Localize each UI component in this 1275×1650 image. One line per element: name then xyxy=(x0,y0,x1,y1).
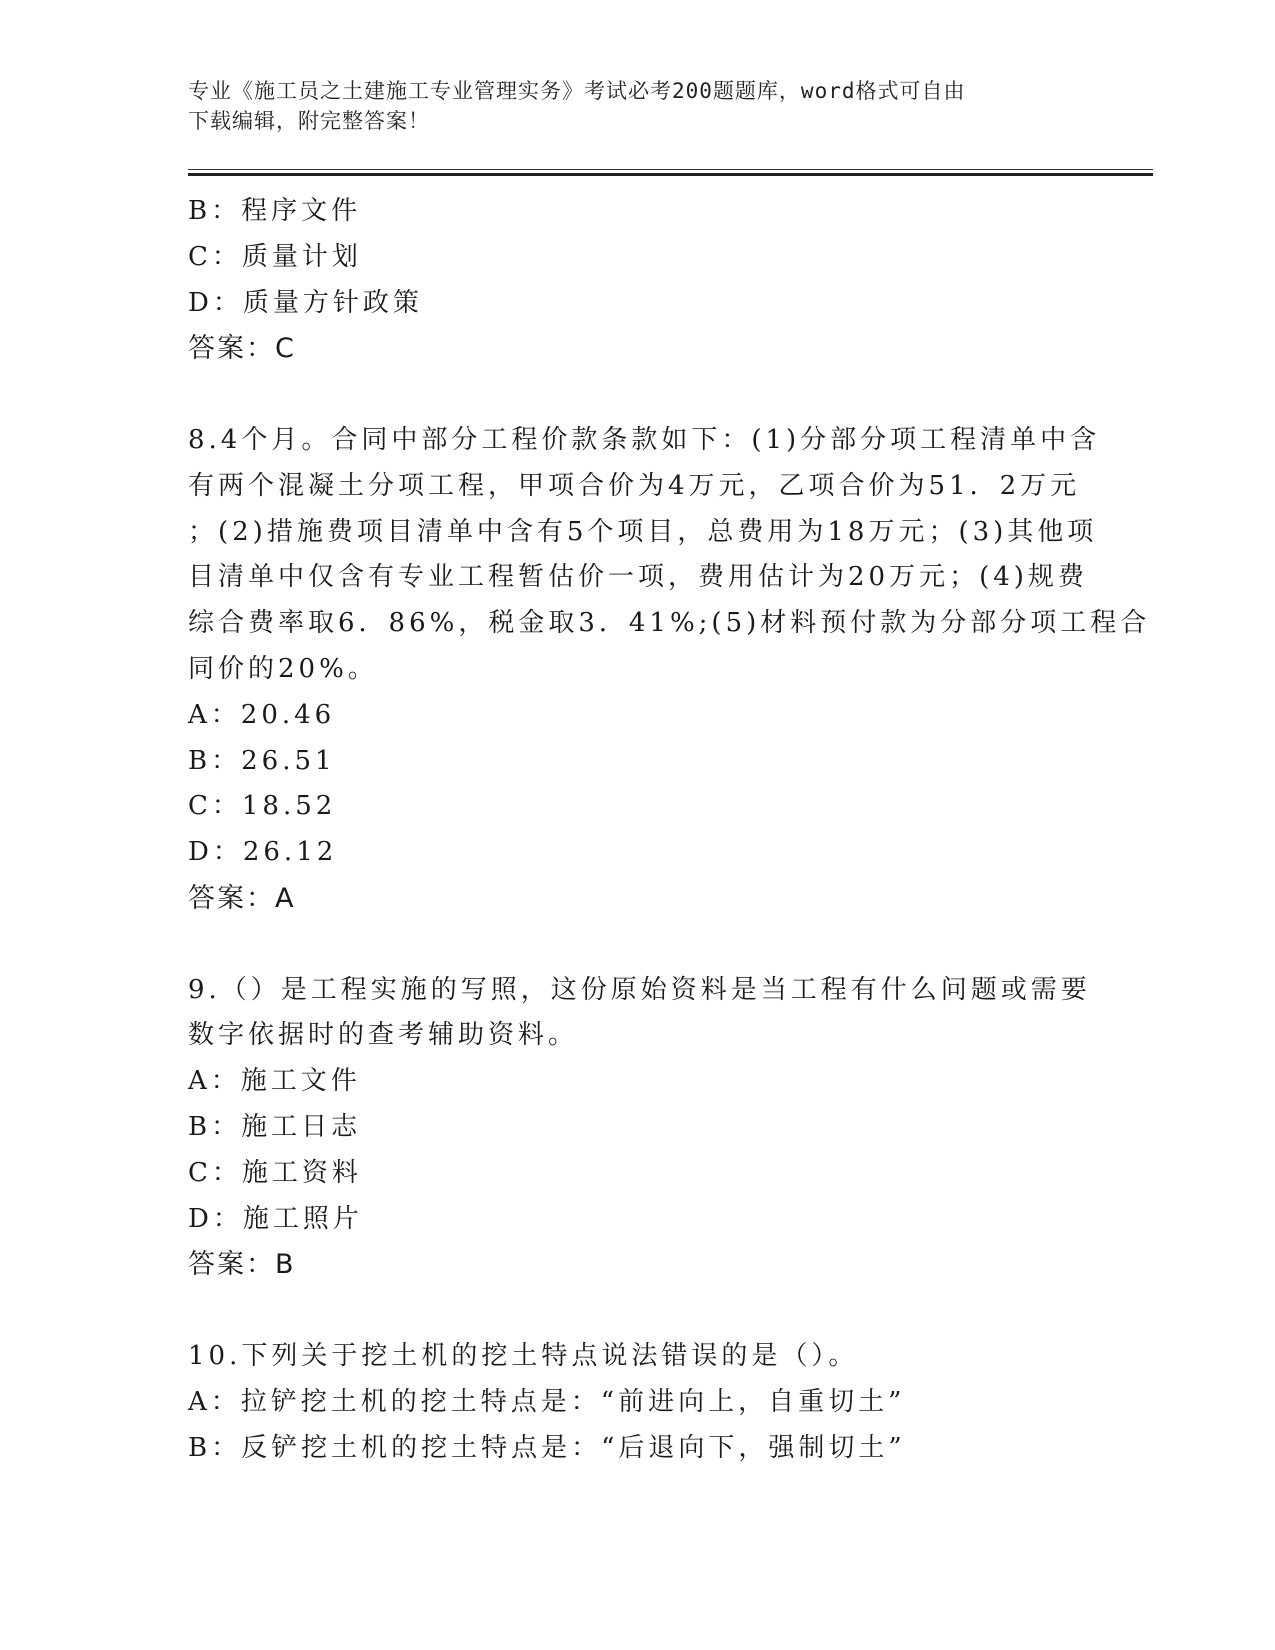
question-stem-line: 数字依据时的查考辅助资料。 xyxy=(188,1020,579,1051)
header-line-1: 专业《施工员之土建施工专业管理实务》考试必考200题题库，word格式可自由 xyxy=(188,79,966,103)
spacer xyxy=(188,1288,1088,1334)
question-stem-line: 同价的20%。 xyxy=(188,653,378,684)
header-rule-thick xyxy=(188,173,1153,176)
option-d: D：质量方针政策 xyxy=(188,287,423,318)
spacer xyxy=(188,372,1088,418)
question-stem-line: 有两个混凝土分项工程，甲项合价为4万元，乙项合价为51．2万元 xyxy=(188,470,1081,501)
question-stem-line: ；(2)措施费项目清单中含有5个项目，总费用为18万元；(3)其他项 xyxy=(188,516,1098,547)
option-c: C：18.52 xyxy=(188,791,337,822)
question-stem-line: 9.（）是工程实施的写照，这份原始资料是当工程有什么问题或需要 xyxy=(188,974,1091,1005)
option-b: B：26.51 xyxy=(188,745,336,776)
question-8 xyxy=(188,418,1151,922)
option-a: A：拉铲挖土机的挖土特点是：“前进向上，自重切土” xyxy=(188,1386,906,1417)
document-body xyxy=(188,189,1151,1471)
header-rule-thin xyxy=(188,169,1153,170)
question-stem-line: 10.下列关于挖土机的挖土特点说法错误的是（）。 xyxy=(188,1340,859,1371)
header-line-2: 下载编辑，附完整答案！ xyxy=(188,109,430,133)
question-10 xyxy=(188,1334,1088,1471)
option-b: B：施工日志 xyxy=(188,1111,362,1142)
answer: 答案：B xyxy=(188,1249,296,1281)
question-9 xyxy=(188,968,1091,1289)
question-stem-line: 8.4个月。合同中部分工程价款条款如下：(1)分部分项工程清单中含 xyxy=(188,424,1101,455)
option-c: C：质量计划 xyxy=(188,241,362,272)
option-b: B：反铲挖土机的挖土特点是：“后退向下，强制切土” xyxy=(188,1432,906,1463)
option-d: D：施工照片 xyxy=(188,1203,363,1234)
question-stem-line: 目清单中仅含有专业工程暂估价一项，费用估计为20万元；(4)规费 xyxy=(188,562,1088,593)
option-a: A：施工文件 xyxy=(188,1066,361,1097)
question-stem-line: 综合费率取6．86%，税金取3．41%;(5)材料预付款为分部分项工程合 xyxy=(188,608,1151,639)
option-b: B：程序文件 xyxy=(188,196,362,226)
answer: 答案：A xyxy=(188,882,296,914)
question-7-tail xyxy=(188,189,1088,372)
spacer xyxy=(188,922,1088,968)
option-a: A：20.46 xyxy=(188,699,336,730)
option-c: C：施工资料 xyxy=(188,1157,362,1188)
document-header xyxy=(188,76,1088,136)
option-d: D：26.12 xyxy=(188,837,338,868)
answer: 答案：C xyxy=(188,333,296,365)
